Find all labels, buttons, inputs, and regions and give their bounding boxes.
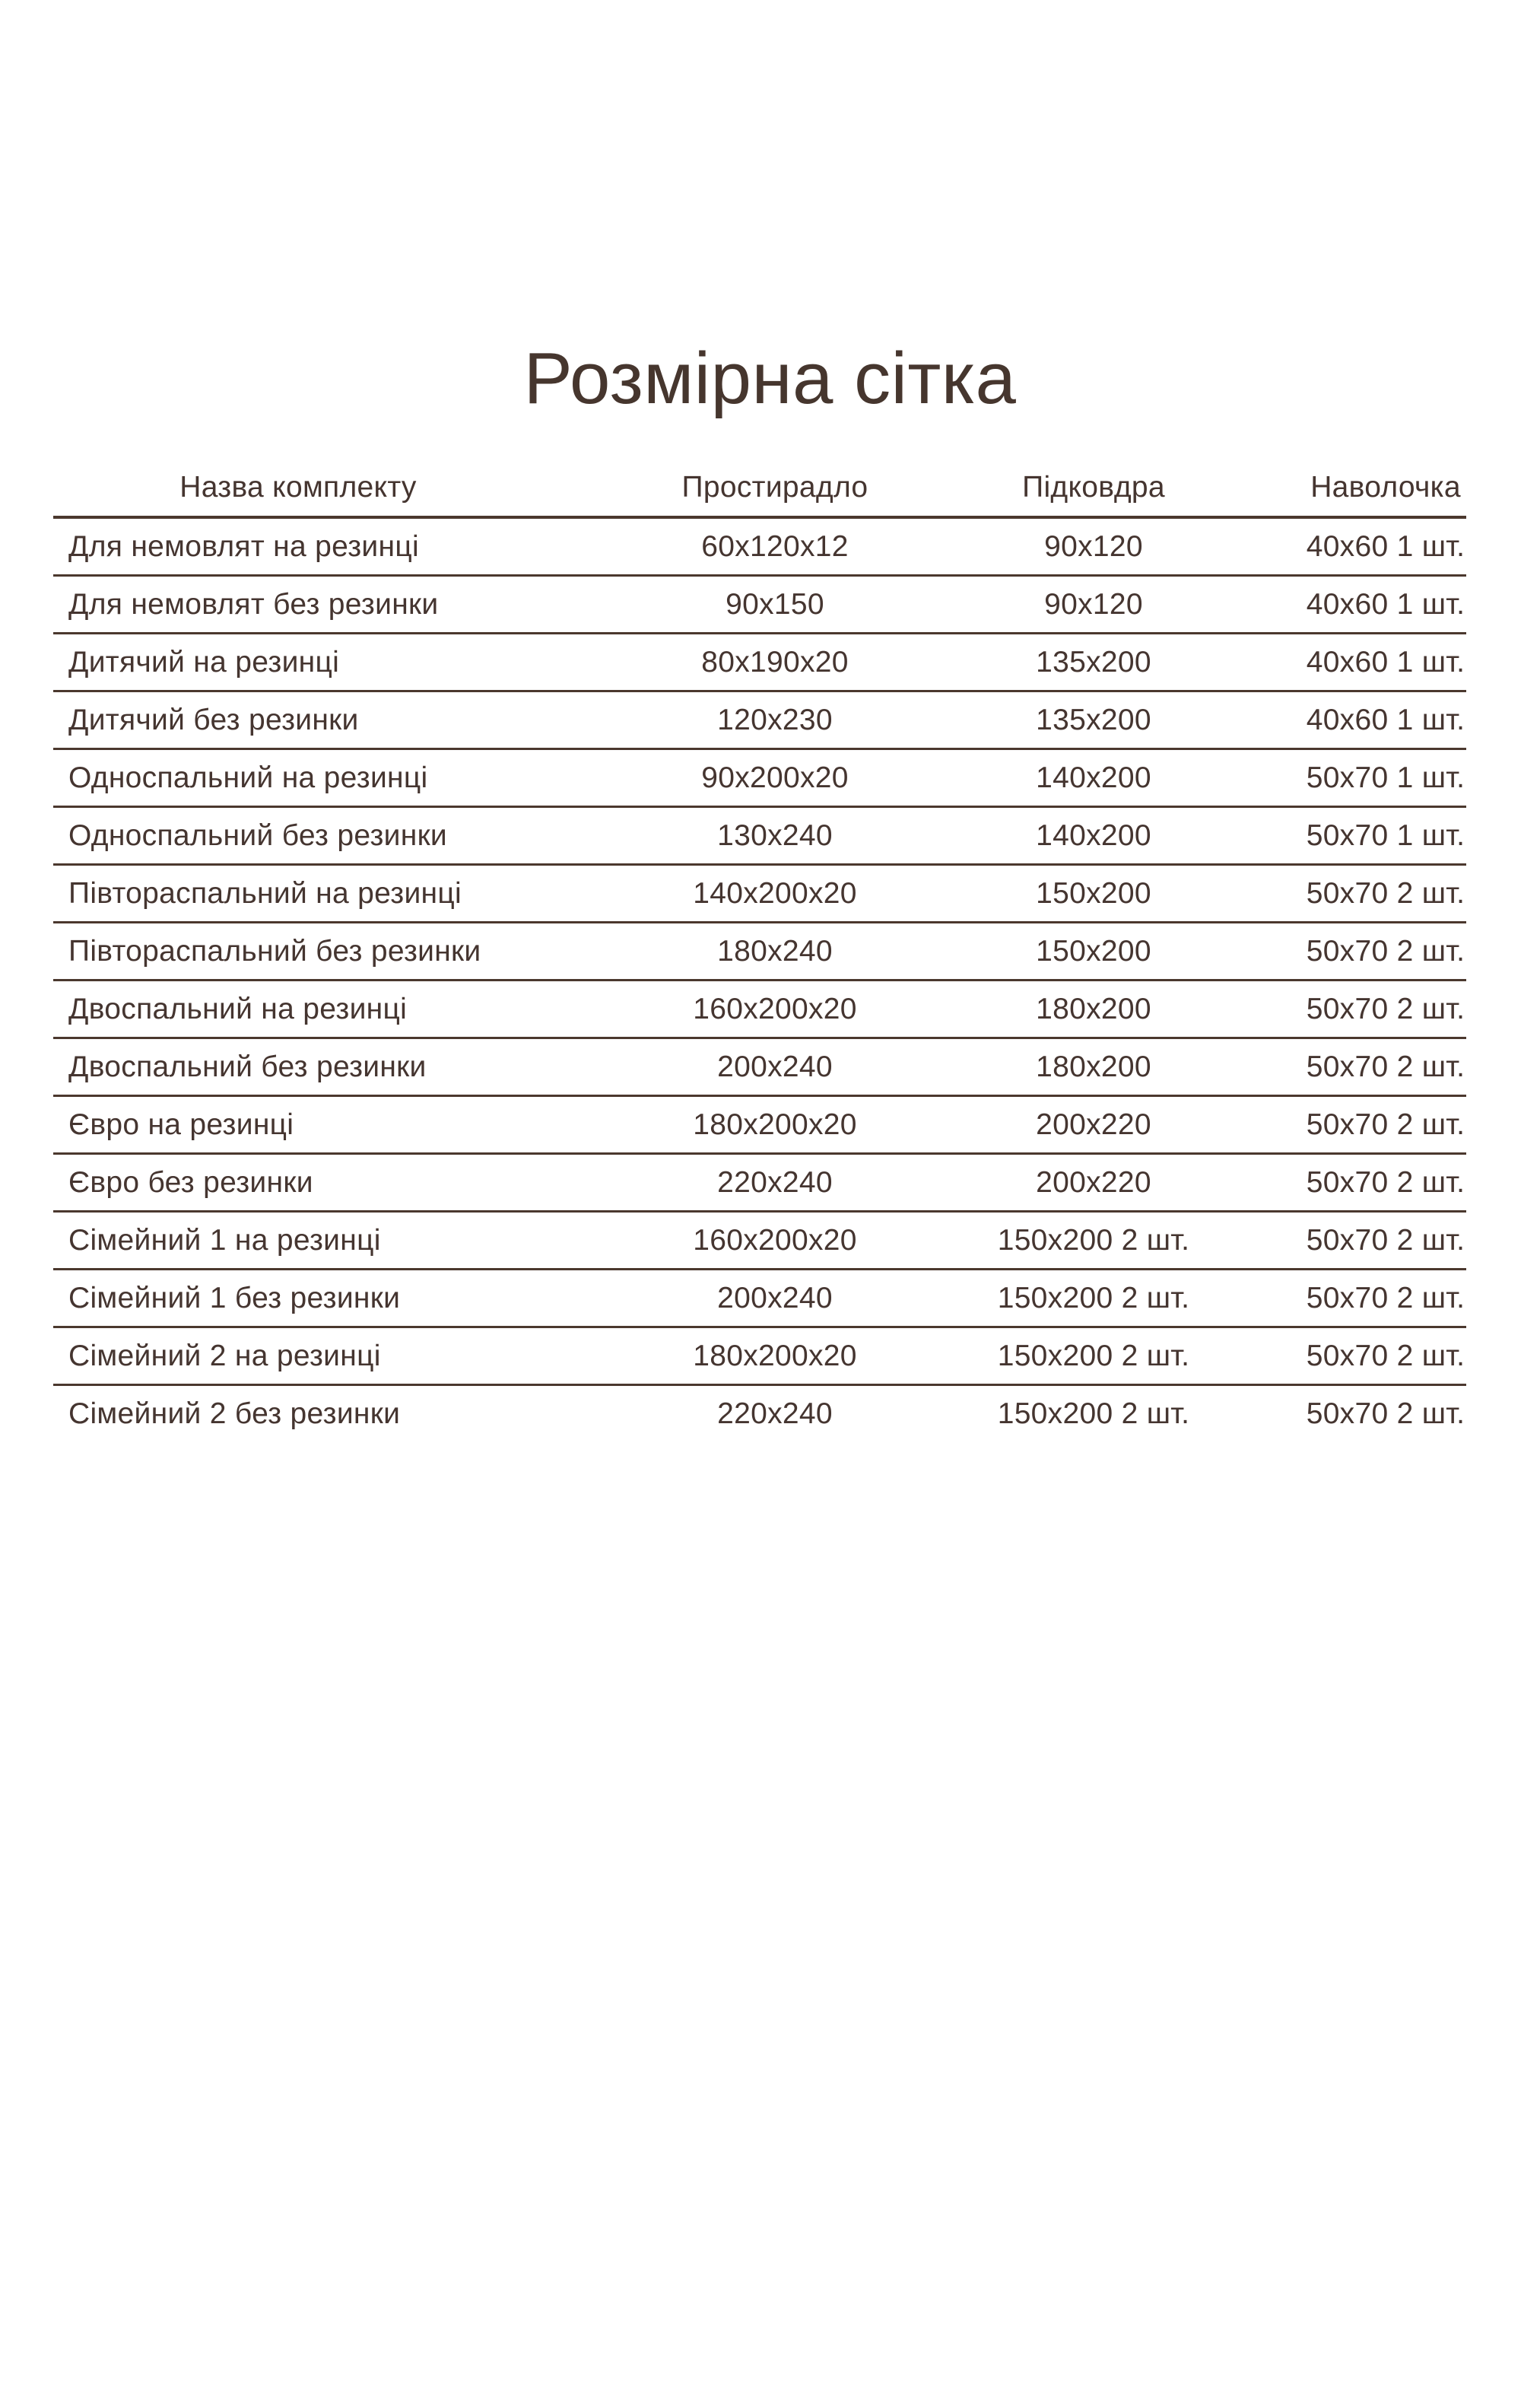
set-name-cell: Сімейний 1 без резинки — [53, 1270, 619, 1327]
sheet-size-cell: 160х200х20 — [619, 981, 931, 1038]
duvet-size-cell: 150х200 2 шт. — [931, 1212, 1256, 1270]
table-row — [53, 634, 1466, 691]
table-row — [53, 1327, 1466, 1385]
pillowcase-size-cell: 50х70 2 шт. — [1256, 1096, 1466, 1154]
sheet-size-cell: 160х200х20 — [619, 1212, 931, 1270]
duvet-size-cell: 150х200 — [931, 865, 1256, 923]
pillowcase-size-cell: 50х70 2 шт. — [1256, 1154, 1466, 1212]
sheet-size-cell: 90х150 — [619, 576, 931, 634]
table-row — [53, 1212, 1466, 1270]
header-row — [53, 459, 1466, 517]
pillowcase-size-cell: 50х70 2 шт. — [1256, 981, 1466, 1038]
duvet-size-cell: 150х200 — [931, 923, 1256, 981]
sheet-size-cell: 180х200х20 — [619, 1327, 931, 1385]
sheet-size-cell: 220х240 — [717, 1397, 833, 1430]
pillowcase-size-cell: 40х60 1 шт. — [1256, 517, 1466, 576]
duvet-size-cell: 150х200 2 шт. — [931, 1327, 1256, 1385]
sheet-size-cell: 140х200х20 — [619, 865, 931, 923]
size-chart-page — [0, 333, 1540, 2387]
pillowcase-size-cell: 50х70 1 шт. — [1256, 749, 1466, 807]
duvet-size-cell: 135х200 — [931, 691, 1256, 749]
duvet-size-cell: 200х220 — [931, 1154, 1256, 1212]
set-name-cell: Півтораспальний без резинки — [53, 923, 619, 981]
set-name-cell: Сімейний 2 без резинки — [68, 1397, 401, 1430]
duvet-size-cell: 150х200 2 шт. — [997, 1397, 1190, 1430]
set-name-cell: Сімейний 1 на резинці — [53, 1212, 619, 1270]
table-row — [53, 1154, 1466, 1212]
duvet-size-cell: 90х120 — [931, 576, 1256, 634]
duvet-size-cell: 135х200 — [931, 634, 1256, 691]
pillowcase-size-cell: 50х70 2 шт. — [1256, 1038, 1466, 1096]
sheet-size-cell: 200х240 — [619, 1038, 931, 1096]
pillowcase-size-cell: 50х70 2 шт. — [1306, 1397, 1465, 1430]
sheet-size-cell: 200х240 — [619, 1270, 931, 1327]
sheet-size-cell: 60х120х12 — [619, 517, 931, 576]
duvet-size-cell: 180х200 — [931, 1038, 1256, 1096]
set-name-cell: Для немовлят на резинці — [53, 517, 619, 576]
table-row — [53, 923, 1466, 981]
table-row — [53, 576, 1466, 634]
size-table-header — [53, 459, 1466, 517]
table-row — [53, 865, 1466, 923]
pillowcase-size-cell: 40х60 1 шт. — [1256, 691, 1466, 749]
duvet-size-cell: 180х200 — [931, 981, 1256, 1038]
pillowcase-size-cell: 50х70 2 шт. — [1256, 1212, 1466, 1270]
size-table — [53, 459, 1466, 1441]
table-row — [53, 807, 1466, 865]
sheet-size-cell: 180х240 — [619, 923, 931, 981]
pillowcase-size-cell: 50х70 2 шт. — [1256, 1270, 1466, 1327]
duvet-size-cell: 90х120 — [931, 517, 1256, 576]
size-table-body — [53, 517, 1466, 1441]
sheet-size-cell: 130х240 — [619, 807, 931, 865]
set-name-cell: Двоспальний на резинці — [53, 981, 619, 1038]
set-name-cell: Дитячий на резинці — [53, 634, 619, 691]
sheet-size-cell: 120х230 — [619, 691, 931, 749]
set-name-cell: Для немовлят без резинки — [53, 576, 619, 634]
column-header-pillowcase: Наволочка — [1256, 459, 1466, 517]
duvet-size-cell: 200х220 — [931, 1096, 1256, 1154]
table-row — [53, 1270, 1466, 1327]
set-name-cell: Дитячий без резинки — [53, 691, 619, 749]
pillowcase-size-cell: 40х60 1 шт. — [1256, 576, 1466, 634]
page-title: Розмірна сітка — [523, 338, 1017, 419]
column-header-duvet: Підковдра — [931, 459, 1256, 517]
duvet-size-cell: 150х200 2 шт. — [931, 1270, 1256, 1327]
pillowcase-size-cell: 50х70 2 шт. — [1256, 1327, 1466, 1385]
table-row — [53, 749, 1466, 807]
set-name-cell: Односпальний без резинки — [53, 807, 619, 865]
set-name-cell: Сімейний 2 на резинці — [53, 1327, 619, 1385]
sheet-size-cell: 80х190х20 — [619, 634, 931, 691]
table-row — [53, 691, 1466, 749]
table-row — [53, 981, 1466, 1038]
table-row — [53, 1385, 1466, 1442]
set-name-cell: Євро без резинки — [53, 1154, 619, 1212]
table-row — [53, 1096, 1466, 1154]
sheet-size-cell: 90х200х20 — [619, 749, 931, 807]
pillowcase-size-cell: 50х70 2 шт. — [1256, 923, 1466, 981]
set-name-cell: Євро на резинці — [53, 1096, 619, 1154]
pillowcase-size-cell: 50х70 1 шт. — [1256, 807, 1466, 865]
pillowcase-size-cell: 50х70 2 шт. — [1256, 865, 1466, 923]
table-row — [53, 1038, 1466, 1096]
column-header-set-name: Назва комплекту — [53, 459, 619, 517]
set-name-cell: Односпальний на резинці — [53, 749, 619, 807]
duvet-size-cell: 140х200 — [931, 807, 1256, 865]
duvet-size-cell: 140х200 — [931, 749, 1256, 807]
pillowcase-size-cell: 40х60 1 шт. — [1256, 634, 1466, 691]
sheet-size-cell: 220х240 — [619, 1154, 931, 1212]
sheet-size-cell: 180х200х20 — [619, 1096, 931, 1154]
set-name-cell: Двоспальний без резинки — [53, 1038, 619, 1096]
set-name-cell: Півтораспальний на резинці — [53, 865, 619, 923]
table-row — [53, 517, 1466, 576]
column-header-sheet: Простирадло — [619, 459, 931, 517]
